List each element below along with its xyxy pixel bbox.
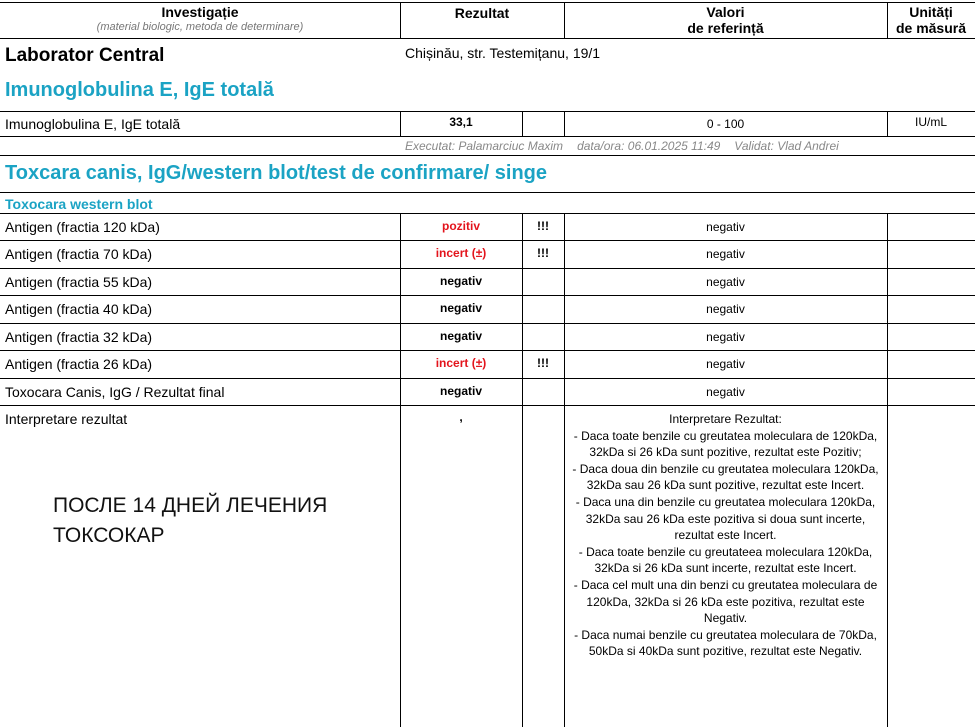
row-6-name: Antigen (fractia 26 kDa) bbox=[5, 356, 153, 372]
row-5-reference: negativ bbox=[706, 330, 745, 344]
row-6-result: incert (±) bbox=[435, 356, 487, 370]
header-result-label: Rezultat bbox=[454, 5, 510, 21]
row-border-2 bbox=[0, 240, 975, 241]
row-4-name: Antigen (fractia 40 kDa) bbox=[5, 301, 153, 317]
ige-divider-2 bbox=[522, 111, 523, 136]
row-5-result: negativ bbox=[439, 329, 482, 343]
row-6-reference: negativ bbox=[706, 357, 745, 371]
interpretation-line: - Daca toate benzile cu greutateea moleculara 120kDa, 32kDa si 26 kDa sunt incerte, rezultat este Incert. bbox=[578, 544, 873, 576]
tox-divider-4 bbox=[887, 213, 888, 727]
row-2-reference: negativ bbox=[706, 247, 745, 261]
interpretation-line: - Daca una din benzile cu greutatea moleculara 120kDa, 32kDa sau 26 kDa este pozitiva si doua sunt incerte, rezultat este Incert. bbox=[575, 494, 876, 543]
row-3-result: negativ bbox=[439, 274, 482, 288]
ige-row-top-border bbox=[0, 111, 975, 112]
toxocara-title-bottom-border bbox=[0, 192, 975, 193]
interpretation-text bbox=[568, 411, 883, 660]
interpretation-line: - Daca doua din benzile cu greutatea moleculara 120kDa, 32kDa sau 26 kDa sunt pozitive, rezultat este Incert. bbox=[572, 461, 879, 493]
row-1-flag: !!! bbox=[537, 219, 549, 233]
tox-divider-3 bbox=[564, 213, 565, 727]
validated-by: Validat: Vlad Andrei bbox=[734, 139, 839, 153]
toxocara-subtitle: Toxocara western blot bbox=[5, 196, 153, 212]
execution-datetime: data/ora: 06.01.2025 11:49 bbox=[577, 139, 721, 153]
row-6-flag: !!! bbox=[537, 356, 549, 370]
row-border-5 bbox=[0, 323, 975, 324]
row-4-reference: negativ bbox=[706, 302, 745, 316]
row-4-result: negativ bbox=[439, 301, 482, 315]
ige-row-name: Imunoglobulina E, IgE totală bbox=[5, 116, 181, 132]
row-3-name: Antigen (fractia 55 kDa) bbox=[5, 274, 153, 290]
row-border-7 bbox=[0, 378, 975, 379]
row-2-result: incert (±) bbox=[435, 246, 487, 260]
row-7-name: Toxocara Canis, IgG / Rezultat final bbox=[5, 384, 225, 400]
row-1-reference: negativ bbox=[706, 220, 745, 234]
header-investigation-sublabel: (material biologic, metoda de determinare) bbox=[96, 21, 304, 33]
row-border-1 bbox=[0, 213, 975, 214]
tox-divider-1 bbox=[400, 213, 401, 727]
executed-by: Executat: Palamarciuc Maxim bbox=[405, 139, 564, 153]
header-investigation-label: Investigație bbox=[161, 4, 239, 20]
row-border-4 bbox=[0, 295, 975, 296]
header-top-border bbox=[0, 2, 975, 3]
row-1-name: Antigen (fractia 120 kDa) bbox=[5, 219, 160, 235]
header-reference bbox=[564, 4, 887, 36]
ige-section-title: Imunoglobulina E, IgE totală bbox=[5, 79, 274, 101]
interpretation-row-name: Interpretare rezultat bbox=[5, 411, 128, 427]
lab-name: Laborator Central bbox=[5, 45, 165, 66]
header-reference-line1: Valori bbox=[706, 4, 745, 20]
row-7-reference: negativ bbox=[706, 385, 745, 399]
row-border-3 bbox=[0, 268, 975, 269]
row-border-6 bbox=[0, 350, 975, 351]
interpretation-line: Interpretare Rezultat: bbox=[669, 412, 782, 426]
tox-divider-2 bbox=[522, 213, 523, 727]
row-5-name: Antigen (fractia 32 kDa) bbox=[5, 329, 153, 345]
header-units bbox=[887, 4, 975, 36]
header-bottom-border bbox=[0, 38, 975, 39]
ige-row-result: 33,1 bbox=[449, 115, 473, 129]
row-2-flag: !!! bbox=[537, 246, 549, 260]
interpretation-line: - Daca cel mult una din benzi cu greutatea moleculara de 120kDa, 32kDa si 26 kDa este pozitiva, rezultat este Negativ. bbox=[573, 577, 878, 626]
ige-row-reference: 0 - 100 bbox=[706, 117, 745, 131]
header-units-line2: de măsură bbox=[895, 20, 967, 36]
row-3-reference: negativ bbox=[706, 275, 745, 289]
interpretation-line: - Daca toate benzile cu greutatea moleculara de 120kDa, 32kDa si 26 kDa sunt pozitive, rezultat este Pozitiv; bbox=[573, 428, 878, 460]
row-2-name: Antigen (fractia 70 kDa) bbox=[5, 246, 153, 262]
header-reference-line2: de referință bbox=[687, 20, 764, 36]
toxocara-section-title: Toxcara canis, IgG/western blot/test de confirmare/ singe bbox=[5, 162, 548, 184]
handwritten-note: ПОСЛЕ 14 ДНЕЙ ЛЕЧЕНИЯ ТОКСОКАР bbox=[53, 494, 328, 547]
lab-address: Chișinău, str. Testemițanu, 19/1 bbox=[405, 45, 601, 61]
header-investigation bbox=[0, 4, 400, 34]
header-units-line1: Unități bbox=[909, 4, 953, 20]
ige-row-unit: IU/mL bbox=[914, 115, 947, 129]
row-7-result: negativ bbox=[439, 384, 482, 398]
interpretation-row-result: , bbox=[459, 410, 463, 424]
row-1-result: pozitiv bbox=[442, 219, 480, 233]
ige-execution-line bbox=[405, 139, 853, 153]
ige-section-bottom-border bbox=[0, 155, 975, 156]
ige-row-bottom-border bbox=[0, 136, 975, 137]
row-border-8 bbox=[0, 405, 975, 406]
interpretation-line: - Daca numai benzile cu greutatea moleculara de 70kDa, 50kDa si 40kDa sunt pozitive, rezultat este Negativ. bbox=[574, 627, 877, 659]
